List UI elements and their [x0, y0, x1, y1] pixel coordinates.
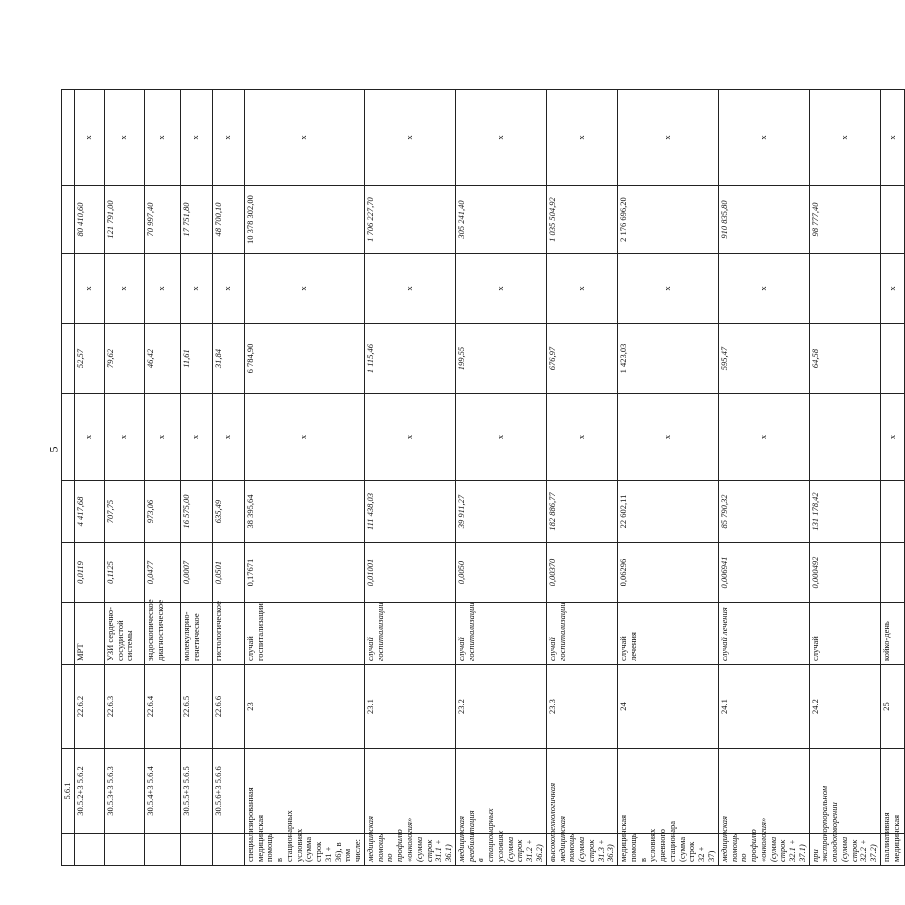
cell-cost: x: [881, 394, 905, 481]
cell-unit: [62, 603, 75, 665]
cell-code: 24.1: [718, 665, 809, 749]
cell-x3: [62, 254, 75, 324]
cell-x4: x: [104, 90, 144, 186]
cell-name: [62, 834, 75, 866]
cell-total: 2 176 696,20: [618, 186, 719, 254]
cell-vol: [881, 543, 905, 603]
cell-cost: x: [144, 394, 180, 481]
cell-vol: 0,1125: [104, 543, 144, 603]
cell-vol: 0,0477: [144, 543, 180, 603]
table-row: [74, 60, 104, 866]
cell-total: 80 410,60: [74, 186, 104, 254]
cell-name: [144, 834, 180, 866]
cell-cost: x: [618, 394, 719, 481]
cell-x4: x: [212, 90, 244, 186]
table-row: [144, 60, 180, 866]
cell-total: 1 706 227,70: [364, 186, 455, 254]
cell-unit: УЗИ сердечно-сосудистой системы: [104, 603, 144, 665]
cell-x2: 595,47: [718, 324, 809, 394]
cell-name: паллиативная медицинская: [881, 834, 905, 866]
table-row: [546, 60, 617, 866]
cell-x3: x: [104, 254, 144, 324]
cell-total: 48 700,10: [212, 186, 244, 254]
cell-total: [881, 186, 905, 254]
cell-x3: x: [144, 254, 180, 324]
cell-unit: случай госпитализации: [244, 603, 364, 665]
cell-code: 23: [244, 665, 364, 749]
cell-code: 22.6.6: [212, 665, 244, 749]
cell-x2: 676,97: [546, 324, 617, 394]
cell-x4: [62, 90, 75, 186]
table-row: [180, 60, 212, 866]
cell-vol: 0,0119: [74, 543, 104, 603]
cell-line: 30.5.2+3 5.6.2: [74, 749, 104, 834]
cell-cost: x: [104, 394, 144, 481]
cell-name: медицинская помощь в условиях дневного стационара (сумма строк 32 + 37): [618, 834, 719, 866]
cell-x1: [62, 481, 75, 543]
cell-x4: x: [364, 90, 455, 186]
cell-total: 121 791,00: [104, 186, 144, 254]
cell-cost: x: [180, 394, 212, 481]
cell-cost: [809, 394, 880, 481]
cell-total: 10 378 302,00: [244, 186, 364, 254]
cell-x1: [881, 481, 905, 543]
cell-cost: x: [364, 394, 455, 481]
cell-unit: молекулярно-генетическое: [180, 603, 212, 665]
cell-x1: 131 178,42: [809, 481, 880, 543]
cell-total: [62, 186, 75, 254]
cell-code: [62, 665, 75, 749]
cell-cost: x: [718, 394, 809, 481]
cell-code: 22.6.2: [74, 665, 104, 749]
cell-line: 30.5.6+3 5.6.6: [212, 749, 244, 834]
cell-x3: x: [74, 254, 104, 324]
cell-name: медицинская помощь по профилю «онкология» (сумма строк 31.1 + 36.1): [364, 834, 455, 866]
cell-vol: 0,17671: [244, 543, 364, 603]
cell-unit: койко-день: [881, 603, 905, 665]
data-table: [61, 59, 905, 866]
cell-x1: 22 602,11: [618, 481, 719, 543]
cell-total: 98 777,40: [809, 186, 880, 254]
cell-x4: x: [809, 90, 880, 186]
table-row: [62, 60, 75, 866]
cell-name: [74, 834, 104, 866]
table-row: [718, 60, 809, 866]
cell-x1: 38 395,64: [244, 481, 364, 543]
table-row: [212, 60, 244, 866]
cell-x1: 39 911,27: [455, 481, 546, 543]
cell-total: 305 241,40: [455, 186, 546, 254]
cell-x4: x: [144, 90, 180, 186]
cell-x2: 79,62: [104, 324, 144, 394]
cell-x1: 4 417,68: [74, 481, 104, 543]
table-row: [104, 60, 144, 866]
cell-x2: [62, 324, 75, 394]
cell-vol: 0,06296: [618, 543, 719, 603]
table-sheet: [61, 60, 901, 866]
cell-x2: 1 423,03: [618, 324, 719, 394]
table-row: [618, 60, 719, 866]
cell-x2: 11,61: [180, 324, 212, 394]
cell-unit: случай госпитализации: [455, 603, 546, 665]
cell-x4: x: [546, 90, 617, 186]
cell-name: медицинская реабилитация в стационарных условиях (сумма строк 31.2 + 36.2): [455, 834, 546, 866]
cell-code: 24.2: [809, 665, 880, 749]
cell-line: 30.5.3+3 5.6.3: [104, 749, 144, 834]
cell-x4: x: [74, 90, 104, 186]
cell-code: 23.3: [546, 665, 617, 749]
table-row: [881, 60, 905, 866]
table-row: [364, 60, 455, 866]
cell-x4: x: [881, 90, 905, 186]
cell-x1: 707,75: [104, 481, 144, 543]
cell-cost: x: [212, 394, 244, 481]
cell-x1: 635,49: [212, 481, 244, 543]
cell-unit: случай госпитализации: [546, 603, 617, 665]
cell-x2: 52,57: [74, 324, 104, 394]
cell-code: 23.2: [455, 665, 546, 749]
cell-x4: x: [244, 90, 364, 186]
cell-x3: x: [244, 254, 364, 324]
cell-unit: гистологическое: [212, 603, 244, 665]
cell-x2: 31,84: [212, 324, 244, 394]
cell-x4: x: [618, 90, 719, 186]
cell-x3: x: [364, 254, 455, 324]
cell-unit: случай госпитализации: [364, 603, 455, 665]
cell-code: 24: [618, 665, 719, 749]
cell-x4: x: [718, 90, 809, 186]
cell-unit: МРТ: [74, 603, 104, 665]
table-row: [244, 60, 364, 866]
cell-x4: x: [455, 90, 546, 186]
cell-x2: [881, 324, 905, 394]
cell-x2: 1 115,46: [364, 324, 455, 394]
cell-code: 23.1: [364, 665, 455, 749]
cell-total: 910 835,80: [718, 186, 809, 254]
cell-total: 1 035 504,92: [546, 186, 617, 254]
cell-code: 25: [881, 665, 905, 749]
cell-x1: 111 438,03: [364, 481, 455, 543]
cell-line: 5.6.1: [62, 749, 75, 834]
cell-code: 22.6.3: [104, 665, 144, 749]
cell-vol: 0,006941: [718, 543, 809, 603]
cell-name: высокотехнологичная медицинская помощь (сумма строк 31.3 + 36.3): [546, 834, 617, 866]
cell-unit: случай лечения: [618, 603, 719, 665]
cell-x3: x: [618, 254, 719, 324]
cell-unit: эндоскопическое диагностическое: [144, 603, 180, 665]
cell-total: 17 751,80: [180, 186, 212, 254]
cell-vol: 0,0050: [455, 543, 546, 603]
cell-vol: 0,01001: [364, 543, 455, 603]
cell-cost: x: [74, 394, 104, 481]
cell-x1: 16 575,00: [180, 481, 212, 543]
cell-x3: x: [881, 254, 905, 324]
cell-x2: 199,55: [455, 324, 546, 394]
table-row: [455, 60, 546, 866]
cell-vol: [62, 543, 75, 603]
table-row: [809, 60, 880, 866]
cell-x1: 973,06: [144, 481, 180, 543]
cell-x1: 182 886,77: [546, 481, 617, 543]
cell-cost: [62, 394, 75, 481]
cell-vol: 0,000492: [809, 543, 880, 603]
cell-name: [212, 834, 244, 866]
cell-x3: x: [180, 254, 212, 324]
cell-unit: случай: [809, 603, 880, 665]
cell-line: 30.5.4+3 5.6.4: [144, 749, 180, 834]
cell-name: [104, 834, 144, 866]
cell-x4: x: [180, 90, 212, 186]
cell-vol: 0,0501: [212, 543, 244, 603]
cell-x1: 85 790,32: [718, 481, 809, 543]
cell-line: 30.5.5+3 5.6.5: [180, 749, 212, 834]
cell-cost: x: [244, 394, 364, 481]
cell-cost: x: [455, 394, 546, 481]
cell-vol: 0,00370: [546, 543, 617, 603]
cell-name: [180, 834, 212, 866]
cell-code: 22.6.4: [144, 665, 180, 749]
cell-x2: 46,42: [144, 324, 180, 394]
cell-cost: x: [546, 394, 617, 481]
cell-x3: x: [455, 254, 546, 324]
cell-x2: 6 784,90: [244, 324, 364, 394]
cell-name: медицинская помощь по профилю «онкология» (сумма строк 32.1 + 37.1): [718, 834, 809, 866]
cell-vol: 0,0007: [180, 543, 212, 603]
cell-name: специализированная медицинская помощь в стационарных условиях (сумма строк 31 + 36), в том числе:: [244, 834, 364, 866]
cell-x3: x: [212, 254, 244, 324]
cell-name: при экстракорпоральном оплодотворении (сумма строк 32.2 + 37.2): [809, 834, 880, 866]
cell-x2: 64,58: [809, 324, 880, 394]
page-number: 5: [46, 446, 61, 453]
cell-code: 22.6.5: [180, 665, 212, 749]
cell-unit: случай лечения: [718, 603, 809, 665]
cell-x3: x: [718, 254, 809, 324]
cell-total: 70 997,40: [144, 186, 180, 254]
cell-x3: x: [546, 254, 617, 324]
cell-x3: [809, 254, 880, 324]
